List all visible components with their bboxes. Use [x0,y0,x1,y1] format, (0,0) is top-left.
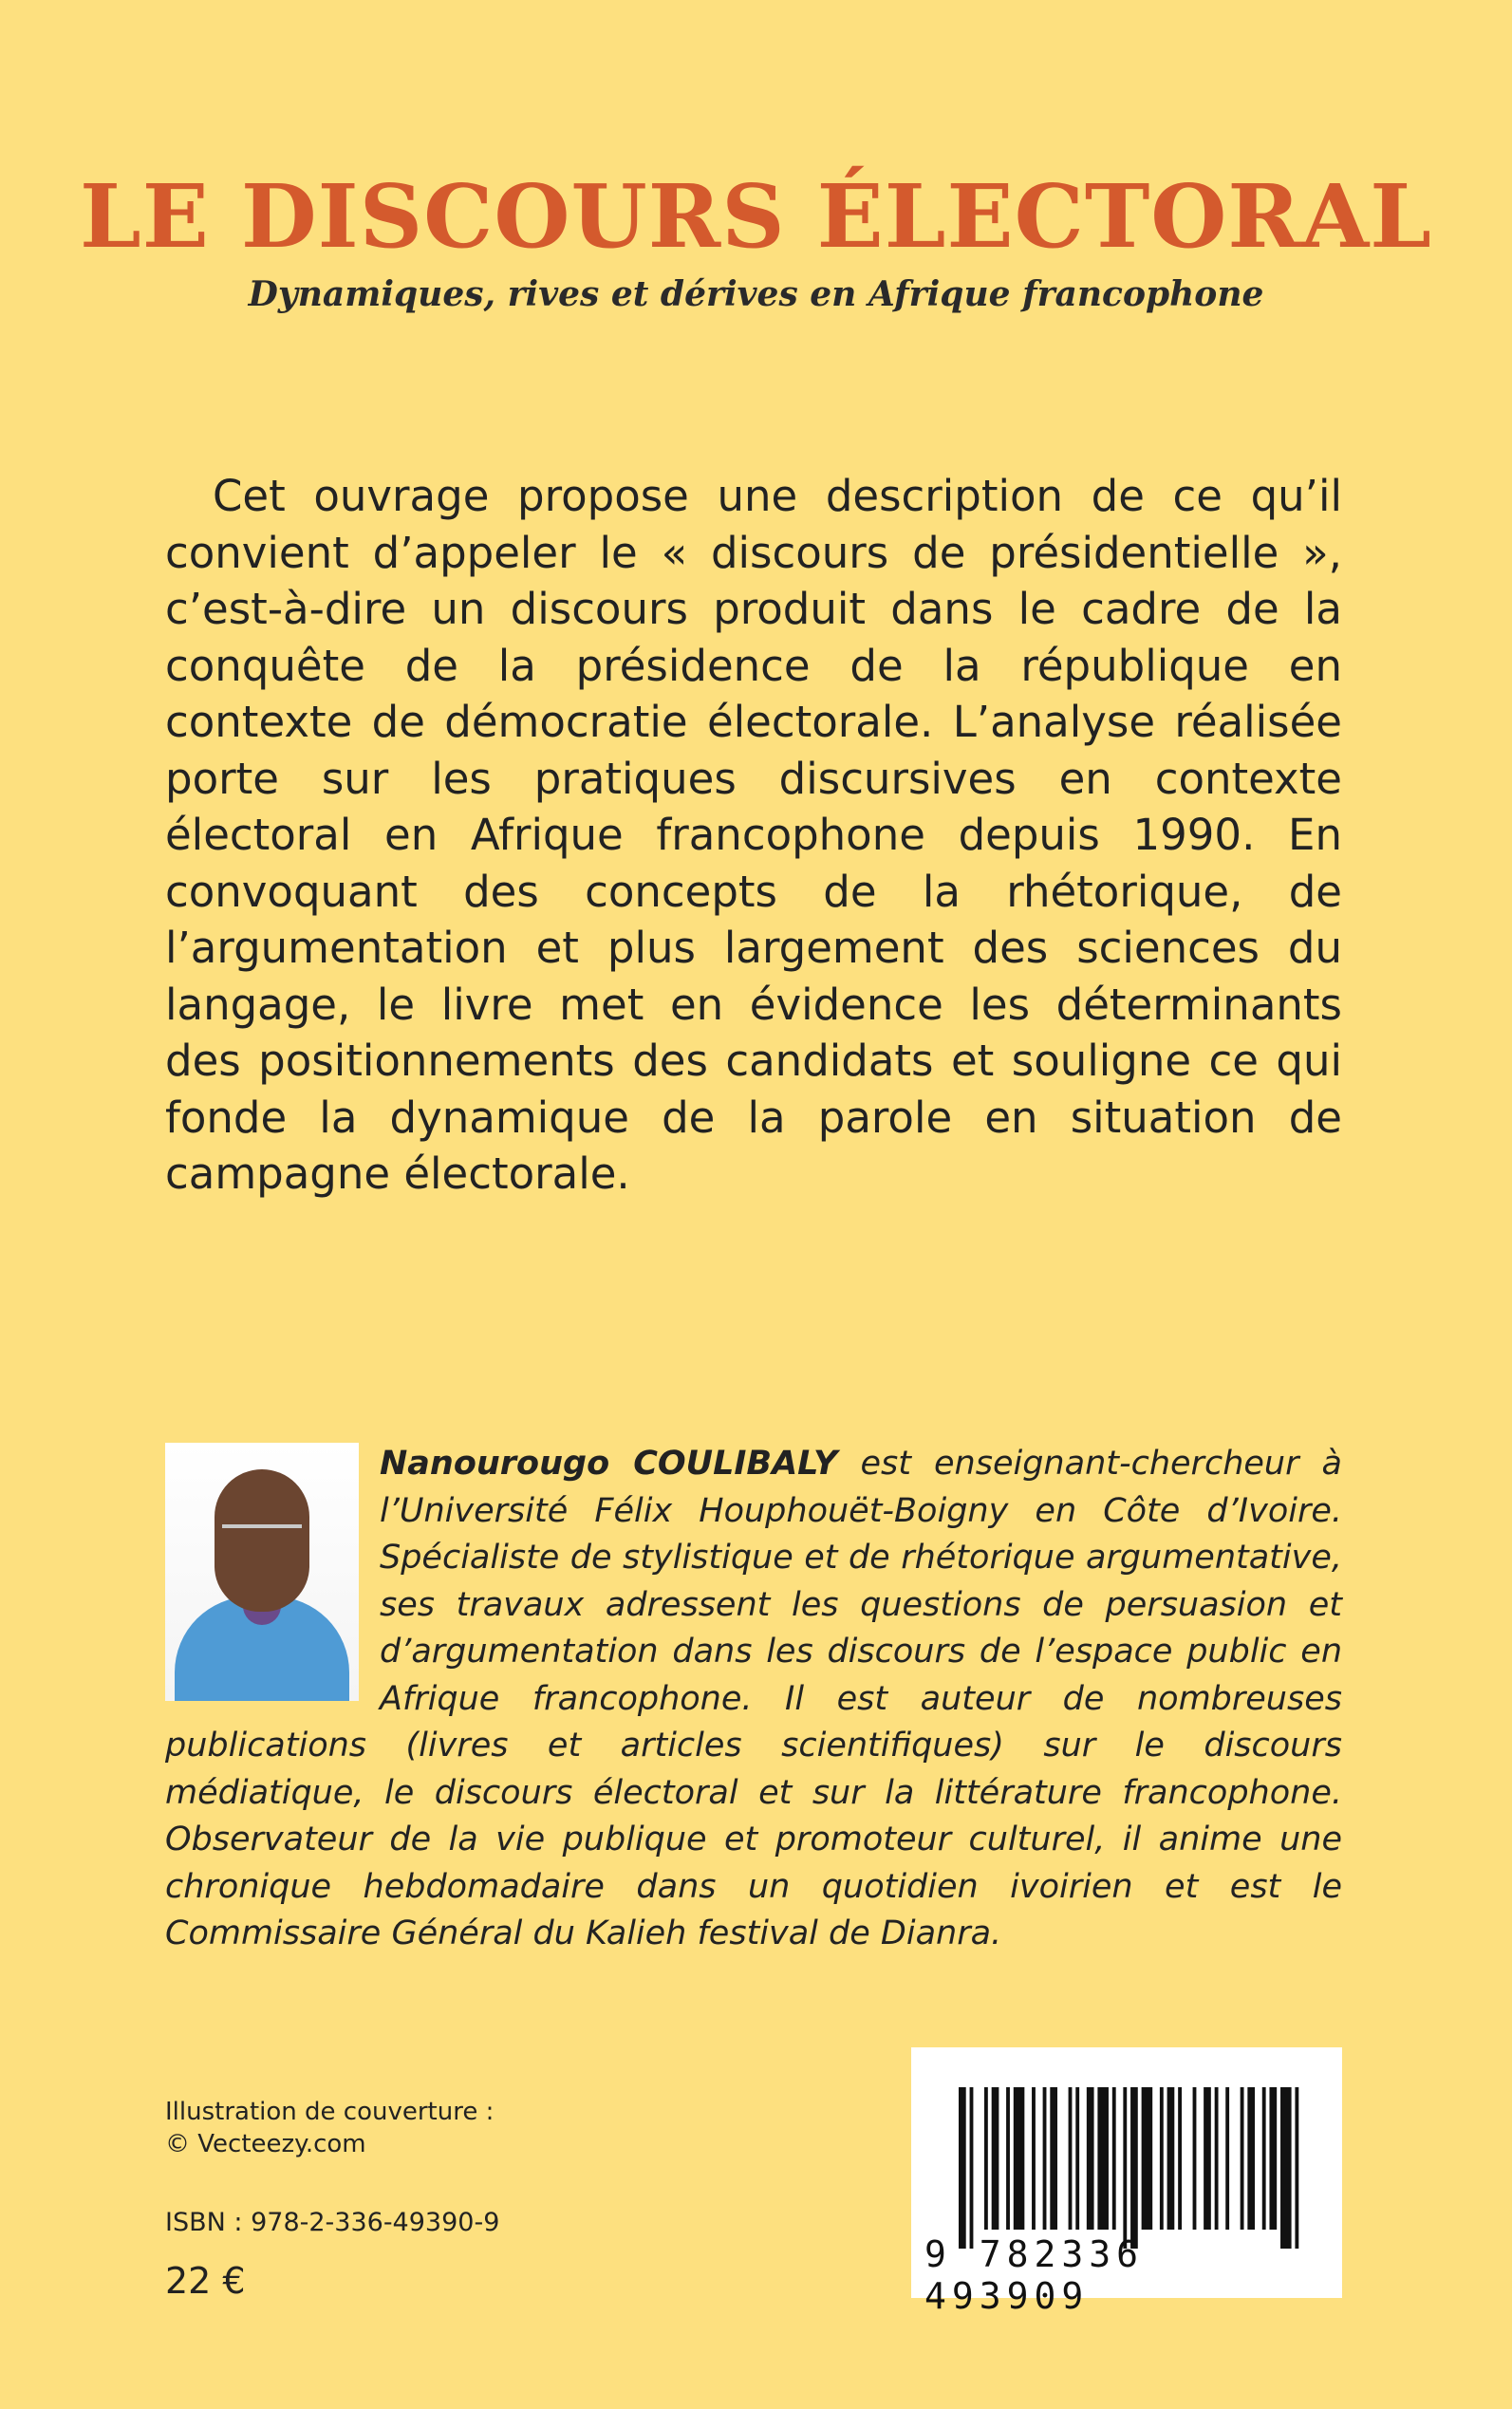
barcode-bar [1167,2087,1175,2230]
barcode-bar [992,2087,999,2230]
book-summary: Cet ouvrage propose une description de ce qu’il convient d’appeler le « discours de présidentielle », c’est-à-dire un discours produit dans le cadre de la conquête de la présidence de la république en contexte de démocratie électorale. L’analyse réalisée porte sur les pratiques discursives en contexte électoral en Afrique francophone depuis 1990. En convoquant des concepts de la rhétorique, de l’argumentation et plus largement des sciences du langage, le livre met en évidence les déterminants des positionnements des candidats et souligne ce qui fonde la dynamique de la parole en situation de campagne électorale. [165,471,1342,1199]
barcode-bars [959,2087,1306,2249]
barcode-bar [1032,2087,1036,2230]
credits-line-1: Illustration de couverture : [165,2098,495,2126]
barcode-bar [1087,2087,1094,2230]
barcode-bar [1050,2087,1057,2230]
barcode-bar [984,2087,988,2230]
barcode-bar [1247,2087,1255,2230]
barcode-bar [959,2087,966,2249]
barcode-bar [1112,2087,1116,2230]
credits-line-2: © Vecteezy.com [165,2130,366,2158]
barcode-bar [1160,2087,1164,2230]
barcode-bar [1295,2087,1298,2249]
cover-credits [165,2096,494,2160]
barcode-bar [1069,2087,1073,2230]
barcode-bar [1269,2087,1277,2230]
barcode-bar [1193,2087,1197,2230]
author-name: Nanourougo COULIBALY [380,1445,838,1483]
barcode-bar [1043,2087,1047,2230]
author-photo [165,1443,359,1701]
barcode-bar [1262,2087,1266,2230]
barcode-bar [1097,2087,1109,2230]
barcode-bar [970,2087,974,2249]
author-bio: est enseignant-chercheur à l’Université Félix Houphouët-Boigny en Côte d’Ivoire. Spécialiste de stylistique et de rhétorique argumentative, ses travaux adressent les questions de persuasion et d’argumentation dans les discours de l’espace public en Afrique francophone. Il est auteur de nombreuses publications (livres et articles scientifiques) sur le discours médiatique, le discours électoral et sur la littérature francophone. Observateur de la vie publique et promoteur culturel, il anime une chronique hebdomadaire dans un quotidien ivoirien et est le Commissaire Général du Kalieh festival de Dianra. [165,1445,1342,1952]
isbn: ISBN : 978-2-336-49390-9 [165,2208,500,2237]
barcode-bar [1014,2087,1025,2230]
barcode-bar [1123,2087,1127,2249]
barcode-bar [1241,2087,1244,2230]
barcode-bar [1215,2087,1219,2230]
barcode-bar [1142,2087,1153,2230]
barcode-bar [1006,2087,1010,2230]
barcode-digits: 9 782336 493909 [924,2233,1145,2317]
barcode-bar [1130,2087,1138,2249]
barcode [911,2047,1342,2317]
barcode-bar [1280,2087,1292,2249]
book-subtitle: Dynamiques, rives et dérives en Afrique francophone [248,274,1264,314]
barcode-bar [1075,2087,1079,2230]
barcode-bar [1204,2087,1211,2230]
barcode-bar [1178,2087,1182,2230]
price: 22 € [165,2260,246,2302]
author-section [165,1441,1342,1958]
barcode-bar [1225,2087,1229,2230]
book-title: LE DISCOURS ÉLECTORAL [80,165,1432,268]
